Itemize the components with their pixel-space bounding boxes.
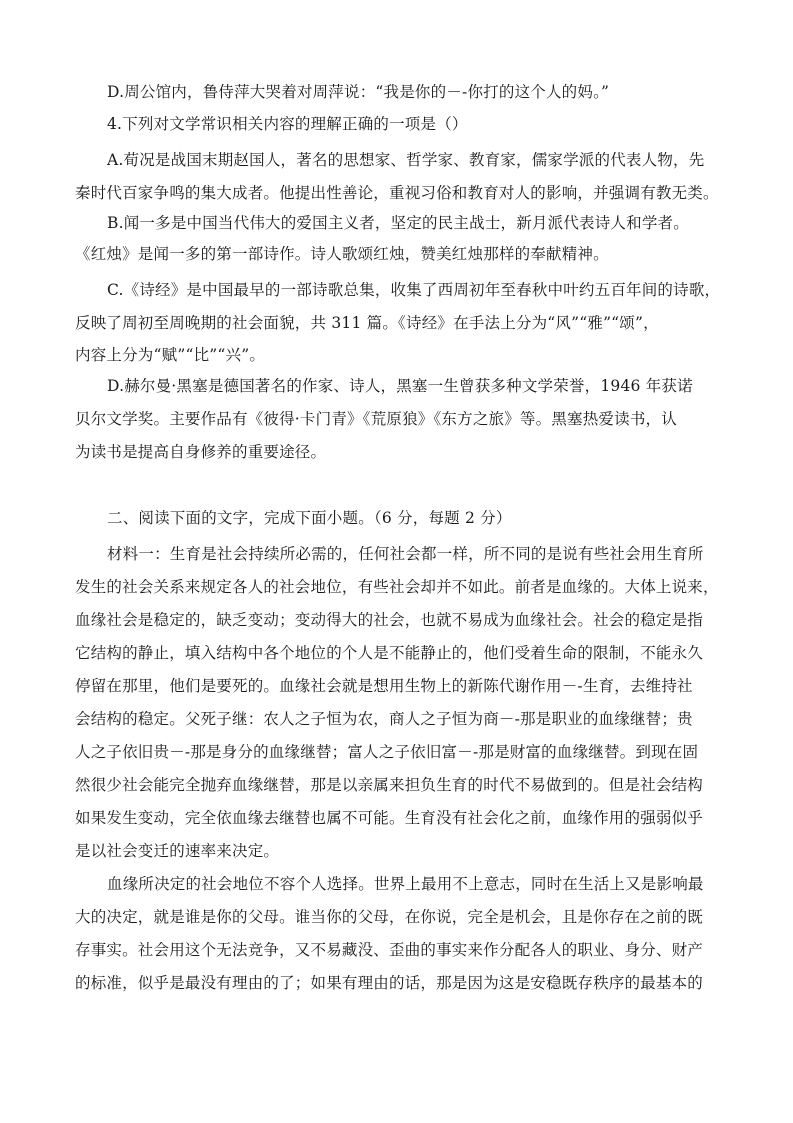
second-paragraph-line: 的标准，似乎是最没有理由的了；如果有理由的话，那是因为这是安稳既存秩序的最基本的 — [75, 974, 704, 992]
option-b-line-1: B.闻一多是中国当代伟大的爱国主义者，坚定的民主战士，新月派代表诗人和学者。 — [107, 214, 689, 232]
material-one-paragraph-line: 是以社会变迁的速率来决定。 — [75, 842, 280, 860]
option-b-line-2: 《红烛》是闻一多的第一部诗作。诗人歌颂红烛，赞美红烛那样的奉献精神。 — [75, 245, 609, 263]
question-4-stem: 4.下列对文学常识相关内容的理解正确的一项是（） — [107, 115, 468, 133]
option-d-line-2: 贝尔文学奖。主要作品有《彼得·卡门青》《荒原狼》《东方之旅》等。黑塞热爱读书，认 — [75, 410, 677, 428]
material-one-paragraph-line: 人之子依旧贵－-那是身分的血缘继替；富人之子依旧富－-那是财富的血缘继替。到现在固 — [75, 743, 699, 761]
material-one-paragraph-line: 发生的社会关系来规定各人的社会地位，有些社会却并不如此。前者是血缘的。大体上说来， — [75, 578, 719, 596]
option-d-line-3: 为读书是提高自身修养的重要途径。 — [75, 443, 327, 461]
option-c-line-3: 内容上分为“赋”“比”“兴”。 — [75, 346, 266, 364]
material-one-paragraph-line: 然很少社会能完全抛弃血缘继替，那是以亲属来担负生育的时代不易做到的。但是社会结构 — [75, 776, 704, 794]
option-c-line-1: C.《诗经》是中国最早的一部诗歌总集，收集了西周初年至春秋中叶约五百年间的诗歌， — [107, 281, 721, 299]
option-d-line-1: D.赫尔曼·黑塞是德国著名的作家、诗人，黑塞一生曾获多种文学荣誉，1946 年获诺 — [107, 377, 693, 395]
section-two-heading: 二、阅读下面的文字，完成下面小题。（6 分，每题 2 分） — [107, 509, 512, 527]
material-one-paragraph-line: 停留在那里，他们是要死的。血缘社会就是想用生物上的新陈代谢作用－-生育，去维持社 — [75, 677, 693, 695]
material-one-paragraph-line: 它结构的静止，填入结构中各个地位的个人是不能静止的，他们受着生命的限制，不能永久 — [75, 644, 704, 662]
material-one-paragraph-line: 材料一：生育是社会持续所必需的，任何社会都一样，所不同的是说有些社会用生育所 — [107, 545, 704, 563]
material-one-paragraph-line: 血缘社会是稳定的，缺乏变动；变动得大的社会，也就不易成为血缘社会。社会的稳定是指 — [75, 611, 704, 629]
second-paragraph-line: 大的决定，就是谁是你的父母。谁当你的父母，在你说，完全是机会，且是你存在之前的既 — [75, 908, 704, 926]
option-d-line: D.周公馆内，鲁侍萍大哭着对周萍说：“我是你的－-你打的这个人的妈。” — [107, 83, 610, 101]
option-a-line-2: 秦时代百家争鸣的集大成者。他提出性善论，重视习俗和教育对人的影响，并强调有教无类。 — [75, 184, 719, 202]
second-paragraph-line: 存事实。社会用这个无法竞争，又不易藏没、歪曲的事实来作分配各人的职业、身分、财产 — [75, 941, 704, 959]
option-a-line-1: A.荀况是战国末期赵国人，著名的思想家、哲学家、教育家，儒家学派的代表人物，先 — [107, 151, 705, 169]
option-c-line-2: 反映了周初至周晚期的社会面貌，共 311 篇。《诗经》在手法上分为“风”“雅”“颂”， — [75, 314, 659, 332]
second-paragraph-line: 血缘所决定的社会地位不容个人选择。世界上最用不上意志，同时在生活上又是影响最 — [107, 875, 704, 893]
material-one-paragraph-line: 如果发生变动，完全依血缘去继替也属不可能。生育没有社会化之前，血缘作用的强弱似乎 — [75, 809, 704, 827]
material-one-paragraph-line: 会结构的稳定。父死子继：农人之子恒为农，商人之子恒为商－-那是职业的血缘继替；贵 — [75, 710, 693, 728]
